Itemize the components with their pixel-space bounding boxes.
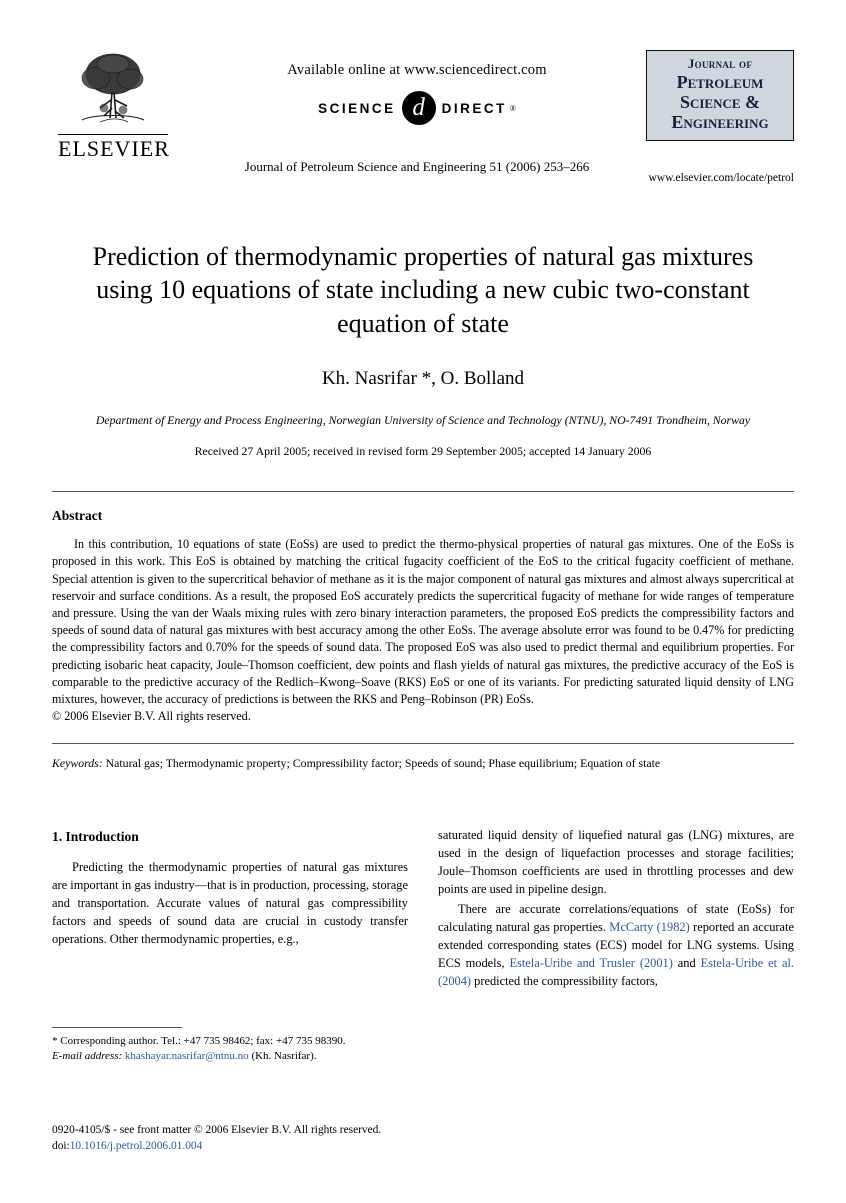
sciencedirect-logo [202,91,632,125]
available-online-text: Available online at www.sciencedirect.com [287,62,547,78]
sciencedirect-direct-word: DIRECT [441,100,507,116]
author-email-link[interactable]: khashayar.nasrifar@ntnu.no [124,1050,249,1063]
email-owner: (Kh. Nasrifar). [251,1050,317,1063]
affiliation: Department of Energy and Process Engineering, Norwegian University of Science and Technology (NTNU), NO-7491 Trondheim, Norway [95,412,751,427]
article-page [0,48,846,1203]
sciencedirect-science-word: SCIENCE [318,100,396,116]
right-text-d: predicted the compressibility factors, [471,974,658,989]
title-block [72,240,774,459]
right-text-a: There are accurate correlations/equations of state (EoSs) for calculating natural gas properties. [438,902,794,935]
abstract-section [52,508,794,725]
badge-line-4: Engineering [671,112,769,133]
received-dates: Received 27 April 2005; received in revised form 29 September 2005; accepted 14 January 2006 [194,444,652,459]
elsevier-logo [58,48,168,160]
sciencedirect-block [202,62,632,175]
elsevier-wordmark: ELSEVIER [58,136,170,161]
keywords-label: Keywords: [52,756,103,771]
intro-paragraph-right-continued: saturated liquid density of liquefied natural gas (LNG) mixtures, are used in the design of liquefaction processes and storage facilities; Joule–Thomson coefficients are used in throttling processes and dew points are used in pipeline design. [438,828,794,897]
column-left [52,827,408,1065]
footnote-block [52,1034,408,1065]
email-note [52,1049,408,1065]
issn-copyright-line: 0920-4105/$ - see front matter © 2006 Elsevier B.V. All rights reserved. [52,1123,382,1136]
right-text-b: reported an accurate extended corresponding states (ECS) model for LNG systems. Using ECS models, [438,920,795,971]
body-columns [52,827,794,1065]
elsevier-tree-icon [70,48,156,132]
citation-mccarty-1982[interactable]: McCarty (1982) [609,920,690,935]
column-right [438,827,794,1065]
masthead [52,48,794,188]
journal-cover-badge [646,50,794,141]
sciencedirect-at-icon: d [402,91,436,125]
doi-line [52,1138,381,1155]
badge-line-2: Petroleum [676,72,764,92]
section-heading-introduction: 1. Introduction [52,829,139,845]
author-list: Kh. Nasrifar *, O. Bolland [321,367,525,389]
abstract-copyright: © 2006 Elsevier B.V. All rights reserved. [52,709,251,724]
doi-label: doi: [52,1140,70,1153]
corresponding-author-note: * Corresponding author. Tel.: +47 735 98462; fax: +47 735 98390. [52,1034,346,1047]
citation-estela-uribe-trusler-2001[interactable]: Estela-Uribe and Trusler (2001) [509,956,673,971]
right-text-c: and [672,956,701,971]
badge-line-3: Science & [679,92,761,113]
keywords-line [52,756,794,771]
footer-block [52,1122,381,1155]
email-label: E-mail address: [52,1050,123,1063]
page-title: Prediction of thermodynamic properties of natural gas mixtures using 10 equations of state including a new cubic two-constant equation of state [92,242,754,338]
divider-above-keywords [52,743,794,744]
abstract-heading: Abstract [52,508,103,524]
doi-link[interactable]: 10.1016/j.petrol.2006.01.004 [69,1140,203,1153]
citation-estela-uribe-et-al-2004[interactable]: Estela-Uribe et al. (2004) [438,956,794,989]
intro-paragraph-right-2 [438,901,794,991]
registered-mark-icon: ® [509,103,516,113]
footnote-divider [52,1027,182,1028]
divider-above-abstract [52,491,794,492]
badge-line-1: Journal of [687,56,753,71]
journal-reference: Journal of Petroleum Science and Engineering 51 (2006) 253–266 [244,159,590,174]
abstract-text: In this contribution, 10 equations of state (EoSs) are used to predict the thermo-physical properties of natural gas mixtures. One of the EoSs is proposed in this work. This EoS is obtained by matching the critical fugacity coefficient of the EoS to the critical fugacity coefficient of methane. Special attention is given to the supercritical behavior of methane as it is the major component of natural gas mixtures and almost always supercritical at reservoir and surface conditions. As a result, the proposed EoS accurately predicts the supercritical fugacity of methane for wide ranges of temperature and pressure. Using the van der Waals mixing rules with zero binary interaction parameters, the proposed EoS predicts the compressibility factors and speeds of sound data of natural gas mixtures with best accuracy among the other EoSs. The average absolute error was found to be 0.47% for predicting the compressibility factors and 0.70% for the speeds of sound data. The proposed EoS was also used to predict thermal and equilibrium properties. For predicting isobaric heat capacity, Joule–Thomson coefficient, dew points and flash yields of natural gas mixtures, the predictive accuracy of the EoS is comparable to the predictive accuracy of the Redlich–Kwong–Soave (RKS) EoS or one of its variants. For predicting saturated liquid density of LNG mixtures, however, the accuracy of predictions is between the RKS and Peng–Robinson (PR) EoSs. [52,537,794,706]
keywords-value: Natural gas; Thermodynamic property; Compressibility factor; Speeds of sound; Phase equilibrium; Equation of state [105,756,661,771]
intro-paragraph-left: Predicting the thermodynamic properties of natural gas mixtures are important in gas industry—that is in production, processing, storage and transportation. Accurate values of natural gas compressibility factors and speeds of sound data are crucial in custody transfer operations. Other thermodynamic properties, e.g., [52,859,408,946]
journal-homepage-url[interactable]: www.elsevier.com/locate/petrol [648,172,794,184]
